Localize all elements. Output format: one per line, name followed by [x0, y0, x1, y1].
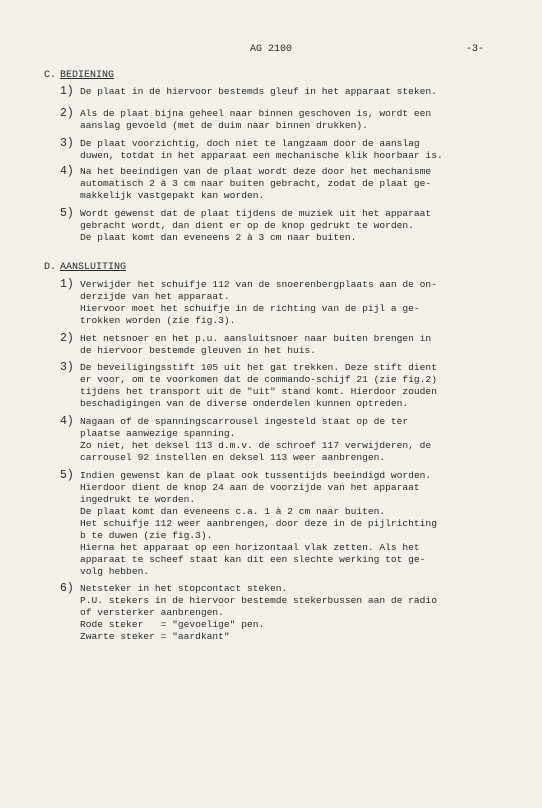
item-line: er voor, om te voorkomen dat de commando-schijf 21 (zie fig.2) [80, 374, 437, 385]
item-line: De plaat komt dan eveneens 2 à 3 cm naar buiten. [80, 232, 357, 243]
page-number: -3- [465, 44, 484, 55]
item-number: 4) [60, 415, 74, 428]
item-number: 5) [60, 207, 74, 220]
section-title: AANSLUITING [60, 262, 127, 273]
item-line: Netsteker in het stopcontact steken. [80, 583, 288, 594]
list-item [60, 416, 500, 464]
item-line: gebracht wordt, dan dient er op de knop gedrukt te worden. [80, 220, 414, 231]
list-item [60, 362, 500, 410]
item-number: 4) [60, 165, 74, 178]
item-line: Het schuifje 112 weer aanbrengen, door deze in de pijlrichting [80, 518, 437, 529]
item-line: derzijde van het apparaat. [80, 291, 230, 302]
item-number: 2) [60, 332, 74, 345]
list-item [60, 279, 500, 327]
list-item [60, 333, 500, 357]
item-line: Rode steker = "gevoelige" pen. [80, 619, 265, 630]
item-line: Zo niet, het deksel 113 d.m.v. de schroef 117 verwijderen, de [80, 440, 432, 451]
list-item [60, 583, 500, 643]
item-line: Hierdoor dient de knop 24 aan de voorzijde van het apparaat [80, 482, 420, 493]
item-line: trokken worden (zie fig.3). [80, 315, 236, 326]
item-number: 1) [60, 278, 74, 291]
item-line: of versterker aanbrengen. [80, 607, 224, 618]
list-item [60, 138, 500, 162]
item-line: Hiervoor moet het schuifje in de richting van de pijl a ge- [80, 303, 420, 314]
item-line: volg hebben. [80, 566, 150, 577]
section-heading-d [44, 262, 126, 273]
item-line: apparaat te scheef staat kan dit een slechte werking tot ge- [80, 554, 426, 565]
item-line: duwen, totdat in het apparaat een mechanische klik hoorbaar is. [80, 150, 443, 161]
item-number: 3) [60, 361, 74, 374]
item-line: Na het beeindigen van de plaat wordt deze door het mechanisme [80, 166, 432, 177]
item-number: 3) [60, 137, 74, 150]
list-item [60, 86, 500, 98]
item-line: Indien gewenst kan de plaat ook tussentijds beeindigd worden. [80, 470, 432, 481]
section-letter: D. [44, 262, 57, 273]
item-line: De plaat komt dan eveneens c.a. 1 à 2 cm naar buiten. [80, 506, 386, 517]
item-line: Hierna het apparaat op een horizontaal vlak zetten. Als het [80, 542, 420, 553]
item-line: Het netsnoer en het p.u. aansluitsnoer naar buiten brengen in [80, 333, 432, 344]
item-line: b te duwen (zie fig.3). [80, 530, 213, 541]
item-line: plaatse aanwezige spanning. [80, 428, 236, 439]
item-line: makkelijk vastgepakt kan worden. [80, 190, 265, 201]
item-line: Als de plaat bijna geheel naar binnen geschoven is, wordt een [80, 108, 432, 119]
item-line: automatisch 2 à 3 cm naar buiten gebracht, zodat de plaat ge- [80, 178, 432, 189]
item-number: 6) [60, 582, 74, 595]
item-number: 2) [60, 107, 74, 120]
section-letter: C. [44, 70, 57, 81]
item-line: Wordt gewenst dat de plaat tijdens de muziek uit het apparaat [80, 208, 432, 219]
item-line: De beveiligingsstift 105 uit het gat trekken. Deze stift dient [80, 362, 437, 373]
item-line: Zwarte steker = "aardkant" [80, 631, 230, 642]
item-number: 1) [60, 85, 74, 98]
item-line: aanslag gevoeld (met de duim naar binnen drukken). [80, 120, 368, 131]
item-line: ingedrukt te worden. [80, 494, 196, 505]
item-line: beschadigingen van de diverse onderdelen kunnen optreden. [80, 398, 409, 409]
item-line: P.U. stekers in de hiervoor bestemde stekerbussen aan de radio [80, 595, 437, 606]
item-line: carrousel 92 instellen en deksel 113 weer aanbrengen. [80, 452, 386, 463]
list-item [60, 208, 500, 244]
item-line: de hiervoor bestemde gleuven in het huis. [80, 345, 317, 356]
item-line: Nagaan of de spanningscarrousel ingesteld staat op de ter [80, 416, 409, 427]
doc-id: AG 2100 [249, 44, 292, 55]
item-line: De plaat in de hiervoor bestemds gleuf in het apparaat steken. [80, 86, 437, 97]
section-heading-c [44, 70, 114, 81]
section-title: BEDIENING [60, 70, 115, 81]
item-number: 5) [60, 469, 74, 482]
item-line: De plaat voorzichtig, doch niet te langzaam door de aanslag [80, 138, 420, 149]
list-item [60, 166, 500, 202]
item-line: tijdens het transport uit de "uit" stand komt. Hierdoor zouden [80, 386, 437, 397]
item-line: Verwijder het schuifje 112 van de snoerenbergplaats aan de on- [80, 279, 437, 290]
list-item [60, 108, 500, 132]
list-item [60, 470, 500, 578]
